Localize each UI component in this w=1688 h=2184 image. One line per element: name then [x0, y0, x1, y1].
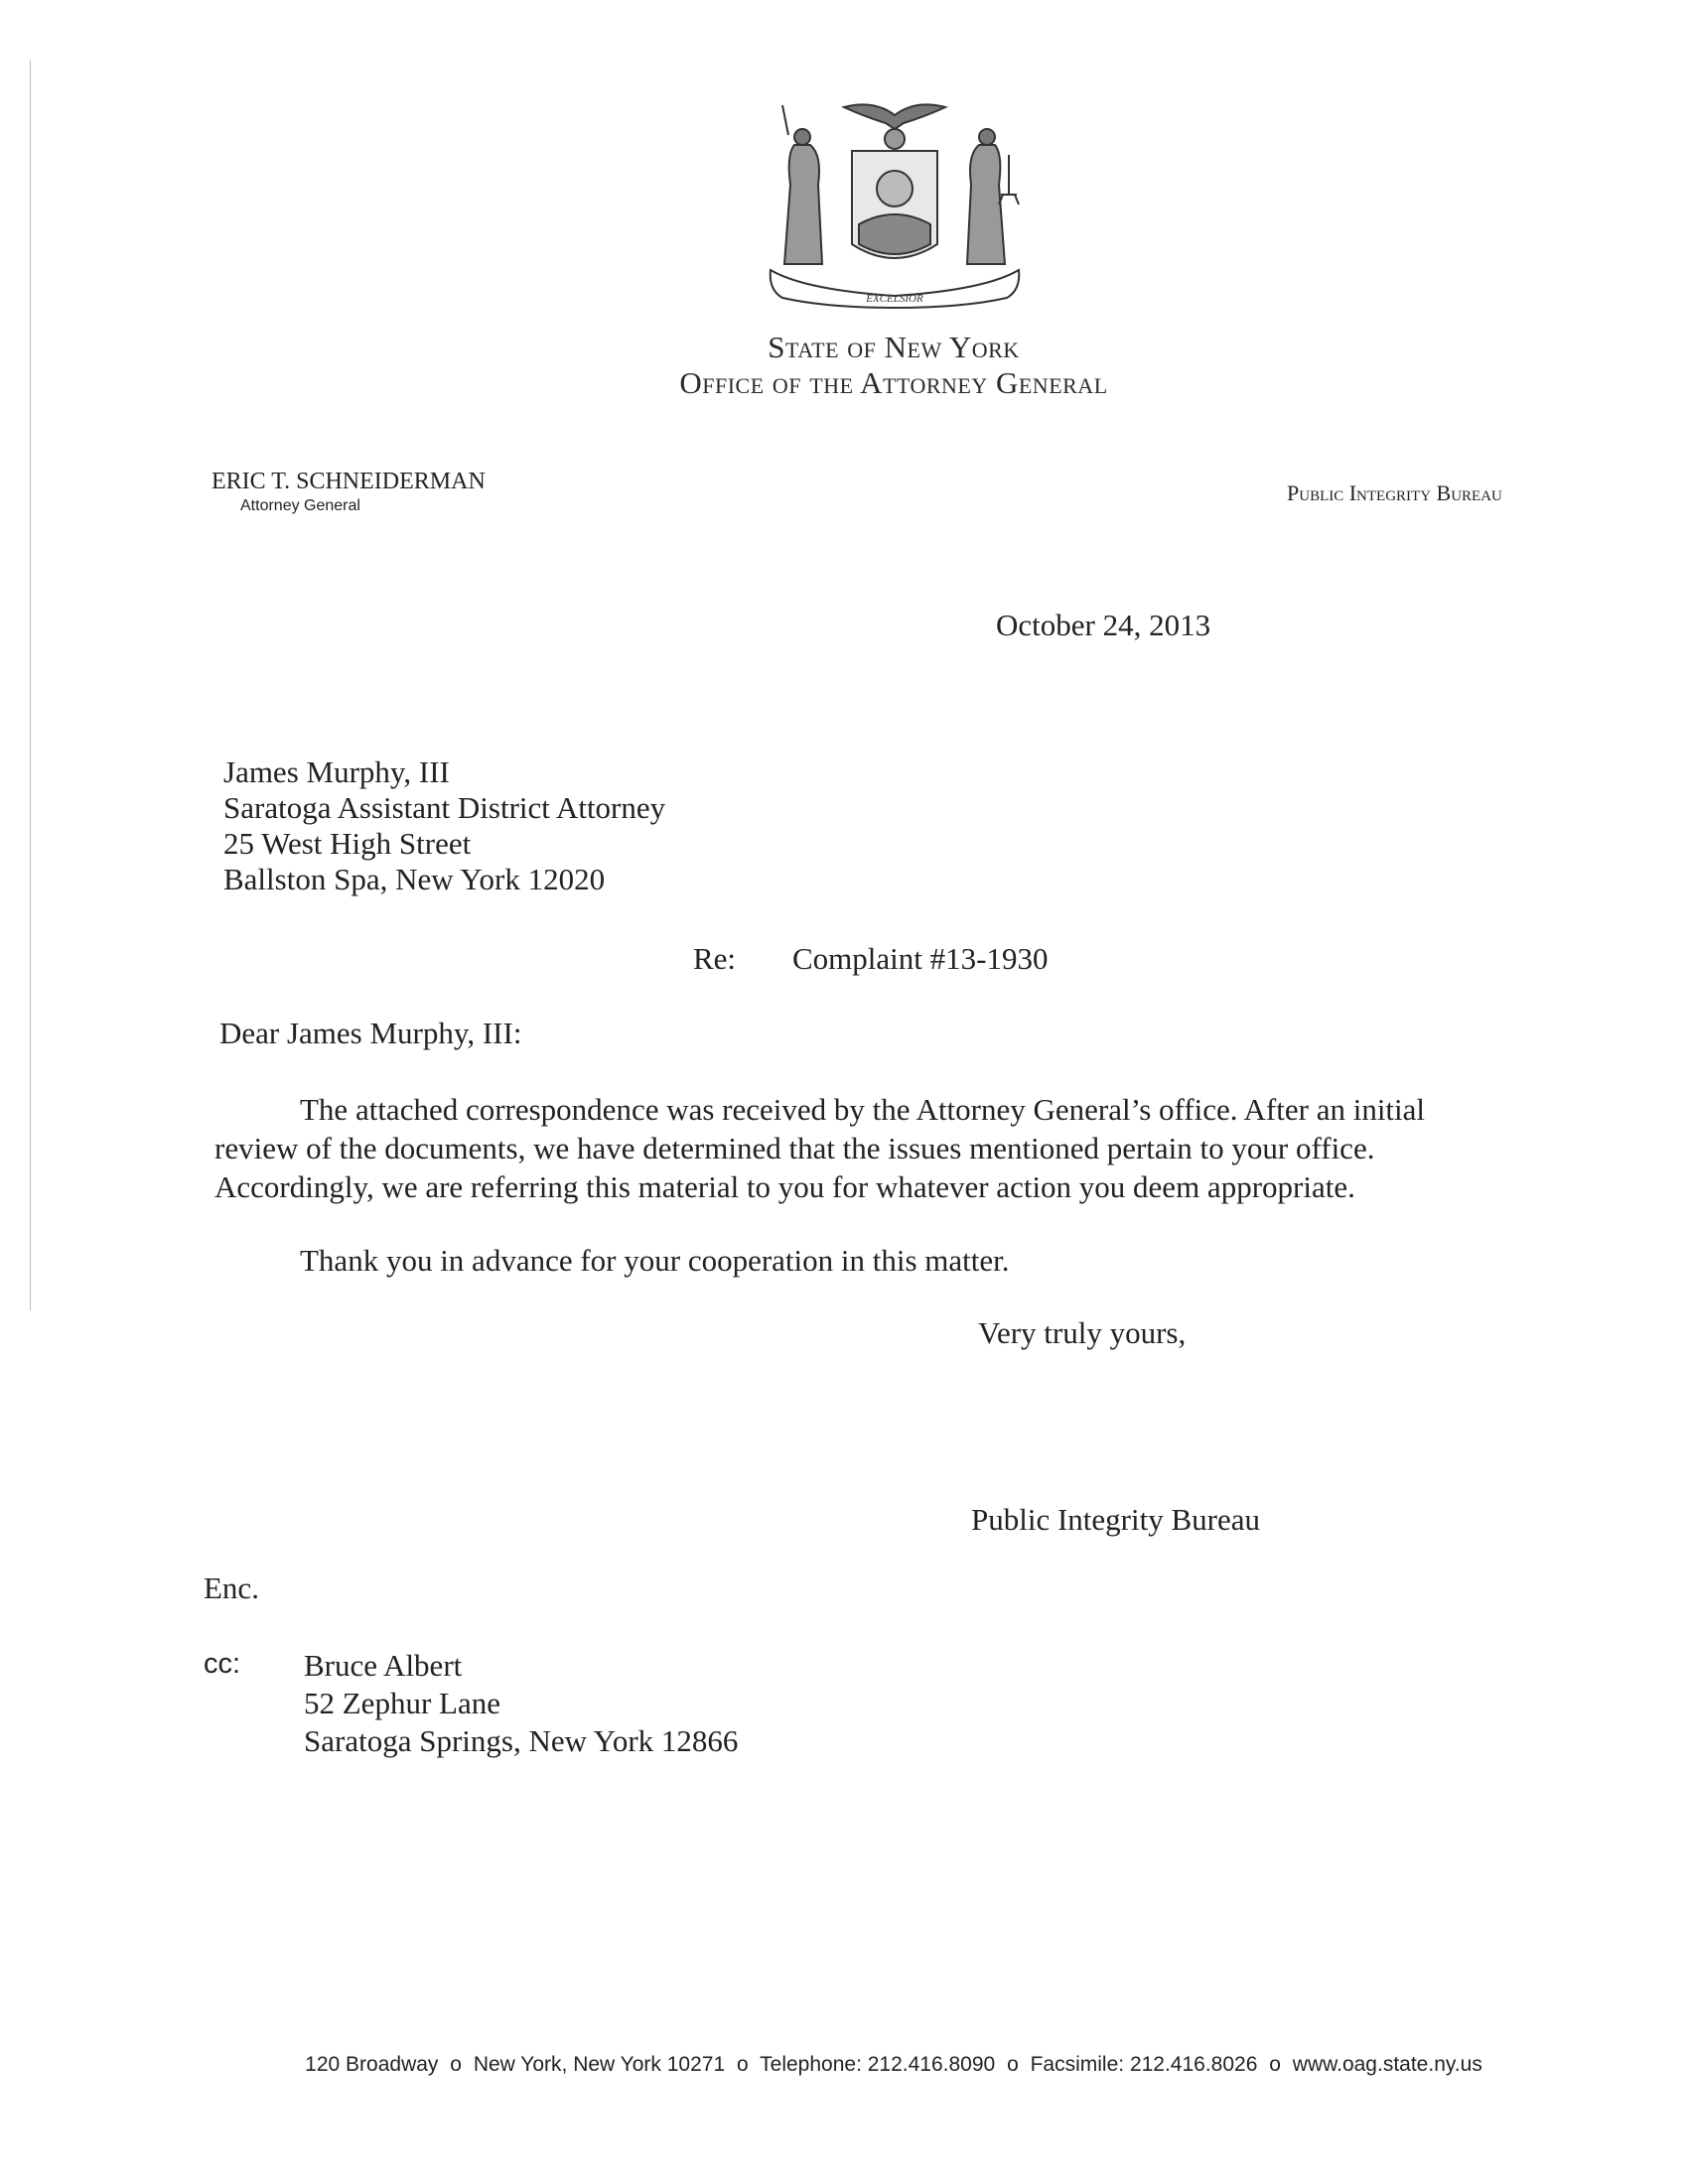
footer-city: New York, New York 10271 [473, 2053, 726, 2076]
salutation: Dear James Murphy, III: [219, 1016, 522, 1050]
signer: Public Integrity Bureau [971, 1502, 1260, 1537]
closing: Very truly yours, [978, 1315, 1187, 1350]
cc-line: 52 Zephur Lane [304, 1686, 500, 1720]
seal-motto: EXCELSIOR [866, 293, 923, 305]
footer-separator: o [1269, 2053, 1281, 2076]
footer-separator: o [450, 2053, 462, 2076]
footer-telephone: Telephone: 212.416.8090 [760, 2053, 996, 2076]
recipient-line: 25 West High Street [223, 826, 472, 861]
body-paragraph-1: The attached correspondence was received by the Attorney General’s office. After an initial review of the documents, we have determined that the issues mentioned pertain to your office. Accordingly, we are referring this material to you for whatever action you deem appropriate. [214, 1092, 1426, 1204]
footer-facsimile: Facsimile: 212.416.8026 [1030, 2053, 1258, 2076]
attorney-general-title: Attorney General [240, 497, 360, 514]
new-york-state-seal-icon [765, 95, 1025, 310]
re-label: Re: [693, 941, 737, 976]
footer-address: 120 Broadway [305, 2053, 439, 2076]
recipient-line: Saratoga Assistant District Attorney [223, 790, 666, 825]
letter-date: October 24, 2013 [996, 608, 1211, 642]
attorney-general-name: ERIC T. SCHNEIDERMAN [211, 469, 486, 494]
enclosure-note: Enc. [204, 1570, 259, 1605]
scan-margin-line [30, 60, 31, 1310]
header-state: State of New York [768, 330, 1020, 364]
cc-line: Bruce Albert [304, 1648, 463, 1683]
footer-separator: o [737, 2053, 749, 2076]
cc-label: cc: [204, 1648, 241, 1680]
header-office: Office of the Attorney General [679, 365, 1108, 400]
recipient-line: Ballston Spa, New York 12020 [223, 862, 606, 896]
complaint-number: Complaint #13-1930 [792, 941, 1049, 976]
recipient-line: James Murphy, III [223, 754, 450, 789]
bureau-heading: Public Integrity Bureau [1287, 480, 1502, 505]
footer-website-link[interactable]: www.oag.state.ny.us [1292, 2053, 1482, 2076]
footer-contact [0, 2053, 1688, 2077]
footer-separator: o [1007, 2053, 1019, 2076]
state-seal [765, 95, 1025, 310]
cc-line: Saratoga Springs, New York 12866 [304, 1723, 739, 1758]
body-paragraph-2: Thank you in advance for your cooperation in this matter. [300, 1243, 1010, 1278]
